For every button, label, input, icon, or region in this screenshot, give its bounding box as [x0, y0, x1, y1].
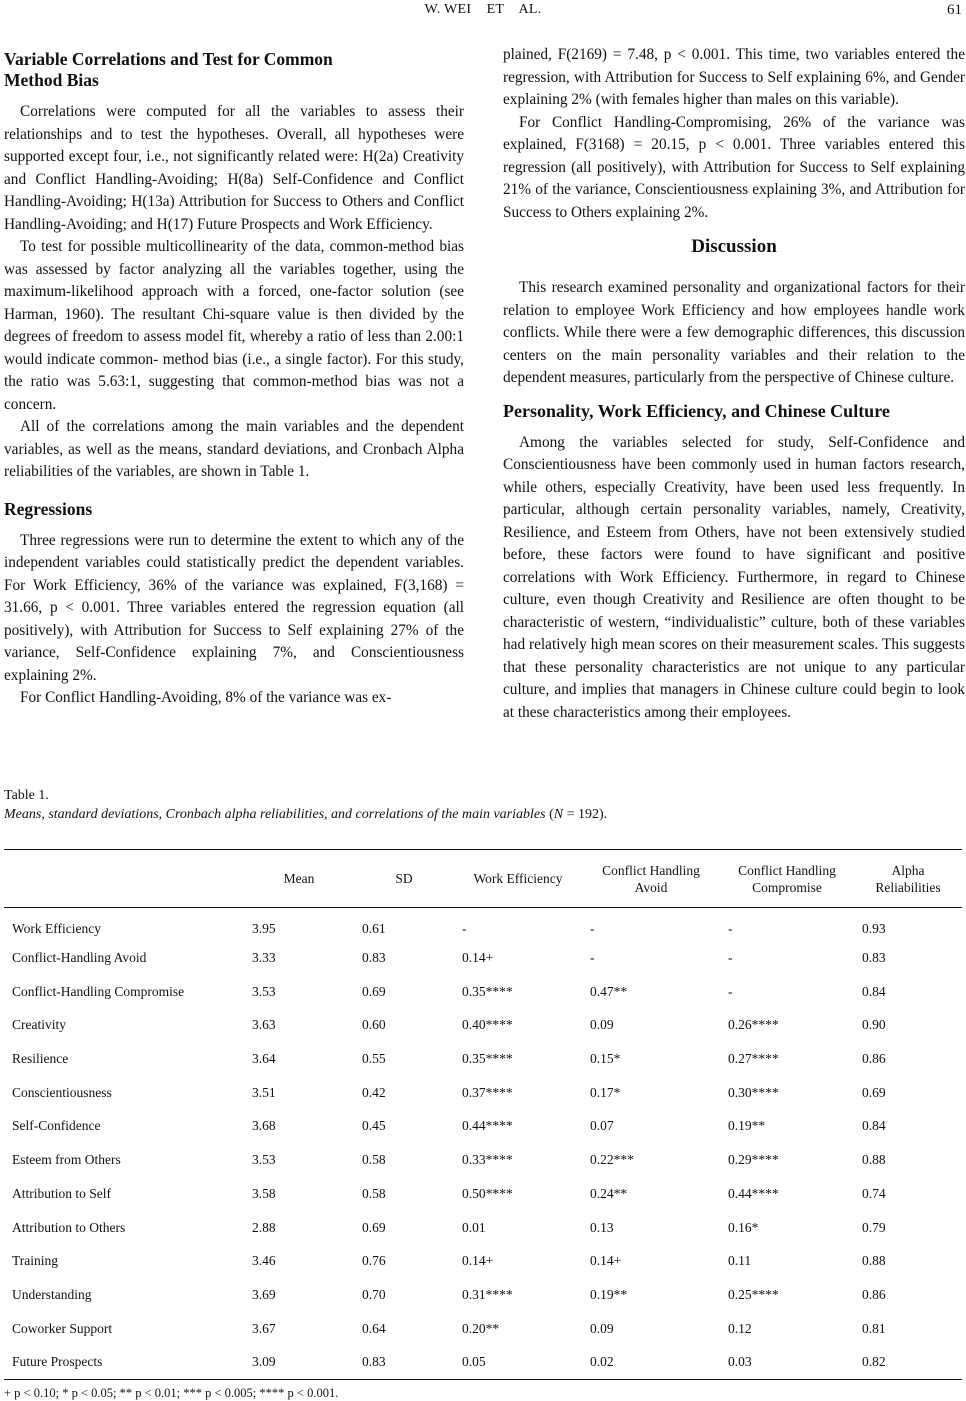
caption-part: standard deviations [48, 807, 159, 822]
caption-part: and correlations of the main variables [331, 807, 546, 822]
header-conflict-avoid [582, 850, 720, 908]
header-line: Reliabilities [875, 879, 941, 895]
cell-sd: 0.69 [362, 1219, 386, 1235]
cell-alpha: 0.74 [862, 1185, 886, 1201]
cell-sd: 0.58 [362, 1152, 386, 1168]
cell-variable: Coworker Support [12, 1320, 113, 1336]
right-column [503, 44, 965, 724]
cell-conflict-compromise: 0.30**** [728, 1084, 779, 1100]
cell-sd: 0.61 [362, 920, 386, 936]
cell-alpha: 0.84 [862, 1118, 886, 1134]
cell-conflict-avoid: 0.14+ [590, 1253, 622, 1269]
table-row [4, 1110, 962, 1144]
cell-mean: 3.68 [252, 1118, 276, 1134]
cell-conflict-avoid: 0.15* [590, 1051, 621, 1067]
cell-work-efficiency: 0.05 [462, 1354, 486, 1370]
header-alpha [854, 850, 962, 908]
cell-conflict-avoid: 0.09 [590, 1017, 614, 1033]
cell-work-efficiency: 0.50**** [462, 1185, 513, 1201]
running-head [0, 2, 966, 22]
table-row [4, 1177, 962, 1211]
table-row [4, 1009, 962, 1043]
header-variable [4, 850, 244, 908]
cell-work-efficiency: - [462, 920, 467, 936]
cell-conflict-compromise: 0.16* [728, 1219, 759, 1235]
table-row [4, 1143, 962, 1177]
cell-work-efficiency: 0.31**** [462, 1286, 513, 1302]
paragraph-regressions: Three regressions were run to determine the extent to which any of the independent variables could statistically predict the dependent variables. For Work Efficiency, 36% of the variance was explained, F(3,168) = 31.66, p < 0.001. Three variables entered the regression equation (all positively), with Attribution for Success to Self explaining 27% of the variance, Self-Confidence explaining 7%, and Conscientiousness explaining 2%. [4, 531, 464, 684]
table-row [4, 908, 962, 942]
table-row [4, 1345, 962, 1379]
cell-sd: 0.70 [362, 1286, 386, 1302]
cell-work-efficiency: 0.01 [462, 1219, 486, 1235]
cell-sd: 0.58 [362, 1185, 386, 1201]
table-row [4, 941, 962, 975]
cell-alpha: 0.93 [862, 920, 886, 936]
cell-variable: Understanding [12, 1286, 92, 1302]
caption-part: , [324, 807, 332, 822]
cell-work-efficiency: 0.35**** [462, 1051, 513, 1067]
cell-conflict-avoid: 0.47** [590, 983, 628, 999]
cell-variable: Esteem from Others [12, 1152, 121, 1168]
header-mean: Mean [283, 871, 315, 886]
cell-sd: 0.83 [362, 1354, 386, 1370]
heading-regressions: Regressions [4, 498, 93, 519]
cell-sd: 0.64 [362, 1320, 386, 1336]
table-footnote: + p < 0.10; * p < 0.05; ** p < 0.01; *** p < 0.005; **** p < 0.001. [4, 1385, 339, 1400]
cell-alpha: 0.86 [862, 1051, 886, 1067]
cell-conflict-compromise: 0.11 [728, 1253, 752, 1269]
cell-work-efficiency: 0.44**** [462, 1118, 513, 1134]
cell-work-efficiency: 0.35**** [462, 983, 513, 999]
header-line: Conflict Handling [738, 862, 836, 878]
cell-variable: Attribution to Self [12, 1185, 111, 1201]
paragraph-table-reference: All of the correlations among the main variables and the dependent variables, as well as the means, standard deviations, and Cronbach Alpha reliabilities of the variables, are shown in Table 1. [4, 418, 464, 480]
header-work-efficiency: Work Efficiency [473, 871, 563, 886]
cell-conflict-compromise: - [728, 983, 733, 999]
cell-mean: 3.63 [252, 1017, 276, 1033]
header-line: Avoid [634, 879, 668, 895]
cell-variable: Training [12, 1253, 59, 1269]
cell-alpha: 0.79 [862, 1219, 886, 1235]
cell-variable: Conscientiousness [12, 1084, 112, 1100]
table-row [4, 1312, 962, 1346]
cell-mean: 3.69 [252, 1286, 276, 1302]
table-caption [4, 805, 962, 824]
table-row [4, 1076, 962, 1110]
cell-work-efficiency: 0.33**** [462, 1152, 513, 1168]
cell-conflict-compromise: 0.44**** [728, 1185, 779, 1201]
cell-variable: Work Efficiency [12, 920, 102, 936]
cell-work-efficiency: 0.40**** [462, 1017, 513, 1033]
caption-part: Cronbach alpha reliabilities [165, 807, 325, 822]
caption-part: , [41, 807, 49, 822]
cell-mean: 3.58 [252, 1185, 276, 1201]
cell-conflict-avoid: 0.17* [590, 1084, 621, 1100]
header-line: Alpha [891, 862, 925, 878]
paragraph-avoiding: For Conflict Handling-Avoiding, 8% of the variance was ex- [20, 689, 392, 706]
caption-part: , [158, 807, 166, 822]
caption-part: N [553, 807, 564, 822]
cell-alpha: 0.81 [862, 1320, 886, 1336]
paragraph-common-method: To test for possible multicollinearity of the data, common-method bias was assessed by factor analyzing all the variables together, using the maximum-likelihood approach with a forced, one-factor solution (see Harman, 1960). The resultant Chi-square value is then divided by the degrees of freedom to assess model fit, whereby a ratio of less than 2.00:1 would indicate common- method bias (i.e., a single factor). For this study, the ratio was 5.63:1, suggesting that common-method bias was not a concern. [4, 238, 464, 413]
table-row [4, 1211, 962, 1245]
cell-work-efficiency: 0.14+ [462, 950, 494, 966]
cell-sd: 0.60 [362, 1017, 386, 1033]
cell-conflict-avoid: - [590, 950, 595, 966]
cell-conflict-avoid: 0.02 [590, 1354, 614, 1370]
cell-mean: 3.09 [252, 1354, 276, 1370]
cell-mean: 3.51 [252, 1084, 276, 1100]
cell-conflict-compromise: 0.25**** [728, 1286, 779, 1302]
cell-sd: 0.76 [362, 1253, 386, 1269]
table-1 [4, 786, 962, 1401]
cell-alpha: 0.69 [862, 1084, 886, 1100]
table-row [4, 975, 962, 1009]
cell-conflict-compromise: - [728, 920, 733, 936]
cell-mean: 3.53 [252, 983, 276, 999]
table-body [4, 908, 962, 1380]
left-column [4, 44, 464, 710]
cell-mean: 3.33 [252, 950, 276, 966]
cell-conflict-compromise: - [728, 950, 733, 966]
cell-alpha: 0.84 [862, 983, 886, 999]
cell-work-efficiency: 0.37**** [462, 1084, 513, 1100]
cell-sd: 0.55 [362, 1051, 386, 1067]
cell-conflict-avoid: - [590, 920, 595, 936]
cell-sd: 0.45 [362, 1118, 386, 1134]
cell-alpha: 0.88 [862, 1152, 886, 1168]
table-row [4, 1278, 962, 1312]
cell-sd: 0.69 [362, 983, 386, 999]
cell-conflict-compromise: 0.03 [728, 1354, 752, 1370]
header-line: Compromise [752, 879, 822, 895]
header-conflict-compromise [720, 850, 854, 908]
paragraph-correlations: Correlations were computed for all the variables to assess their relationships and to test the hypotheses. Overall, all hypotheses were supported except four, i.e., not significantly related were: H(2a) Creativity and Conflict Handling-Avoiding; H(8a) Self-Confidence and Conflict Handling-Avoiding; H(13a) Attribution for Success to Others and Conflict Handling-Avoiding; and H(17) Future Prospects and Work Efficiency. [4, 103, 464, 233]
caption-part: ( [545, 807, 554, 822]
cell-mean: 3.95 [252, 920, 276, 936]
paragraph-discussion: This research examined personality and organizational factors for their relation to employee Work Efficiency and how employees handle work conflicts. While there were a few demographic differences, this discussion centers on the main personality variables and their relation to the dependent measures, particularly from the perspective of Chinese culture. [503, 279, 965, 386]
cell-mean: 3.53 [252, 1152, 276, 1168]
cell-variable: Attribution to Others [12, 1219, 126, 1235]
paragraph-avoiding-continued: plained, F(2169) = 7.48, p < 0.001. This time, two variables entered the regression, with Attribution for Success to Self explaining 6%, and Gender explaining 2% (with females higher than males on this variable). [503, 46, 965, 108]
cell-mean: 3.64 [252, 1051, 276, 1067]
caption-part: Means [4, 807, 42, 822]
cell-conflict-avoid: 0.13 [590, 1219, 614, 1235]
table-label: Table 1. [4, 788, 49, 803]
heading-discussion: Discussion [691, 236, 777, 257]
table-row [4, 1042, 962, 1076]
cell-work-efficiency: 0.20** [462, 1320, 500, 1336]
running-head-author: W. WEI ET AL. [424, 2, 542, 17]
cell-conflict-avoid: 0.22*** [590, 1152, 634, 1168]
cell-sd: 0.83 [362, 950, 386, 966]
table-header-row [4, 850, 962, 908]
header-line: Conflict Handling [602, 862, 700, 878]
cell-mean: 3.67 [252, 1320, 276, 1336]
cell-mean: 2.88 [252, 1219, 276, 1235]
cell-work-efficiency: 0.14+ [462, 1253, 494, 1269]
cell-conflict-avoid: 0.07 [590, 1118, 614, 1134]
cell-sd: 0.42 [362, 1084, 386, 1100]
cell-alpha: 0.88 [862, 1253, 886, 1269]
cell-conflict-compromise: 0.12 [728, 1320, 752, 1336]
cell-conflict-avoid: 0.19** [590, 1286, 628, 1302]
paragraph-compromising: For Conflict Handling-Compromising, 26% of the variance was explained, F(3168) = 20.15, p < 0.001. Three variables entered this regression (all positively), with Attribution for Success to Self explaining 21% of the variance, Conscientiousness explaining 3%, and Attribution for Success to Others explaining 2%. [503, 113, 965, 221]
table-row [4, 1244, 962, 1278]
cell-variable: Resilience [12, 1051, 69, 1067]
cell-conflict-avoid: 0.09 [590, 1320, 614, 1336]
cell-conflict-compromise: 0.29**** [728, 1152, 779, 1168]
cell-variable: Creativity [12, 1017, 66, 1033]
cell-conflict-compromise: 0.19** [728, 1118, 766, 1134]
header-sd: SD [395, 871, 413, 886]
paragraph-personality: Among the variables selected for study, Self-Confidence and Conscientiousness have been commonly used in human factors research, while others, especially Creativity, have been used less frequently. In particular, although certain personality variables, namely, Creativity, Resilience, and Esteem from Others, have not been extensively studied before, these factors were found to have significant and positive correlations with Work Efficiency. Furthermore, in regard to Chinese culture, even though Creativity and Resilience are often thought to be characteristic of western, “individualistic” culture, both of these variables had relatively high mean scores on their measurement scales. This suggests that these personality characteristics are not unique to any particular culture, and implies that managers in Chinese culture could begin to look at these characteristics among their employees. [503, 433, 965, 721]
heading-correlations: Variable Correlations and Test for Common Method Bias [4, 49, 333, 90]
cell-variable: Self-Confidence [12, 1118, 101, 1134]
cell-mean: 3.46 [252, 1253, 276, 1269]
cell-conflict-avoid: 0.24** [590, 1185, 628, 1201]
cell-conflict-compromise: 0.26**** [728, 1017, 779, 1033]
cell-alpha: 0.86 [862, 1286, 886, 1302]
page-number: 61 [947, 2, 962, 18]
heading-personality-culture: Personality, Work Efficiency, and Chinese Culture [503, 400, 890, 421]
cell-alpha: 0.82 [862, 1354, 886, 1370]
cell-alpha: 0.83 [862, 950, 886, 966]
correlations-table [4, 849, 962, 1380]
cell-variable: Conflict-Handling Avoid [12, 950, 147, 966]
cell-variable: Conflict-Handling Compromise [12, 983, 185, 999]
cell-variable: Future Prospects [12, 1354, 103, 1370]
caption-part: = 192). [563, 807, 608, 822]
cell-alpha: 0.90 [862, 1017, 886, 1033]
cell-conflict-compromise: 0.27**** [728, 1051, 779, 1067]
